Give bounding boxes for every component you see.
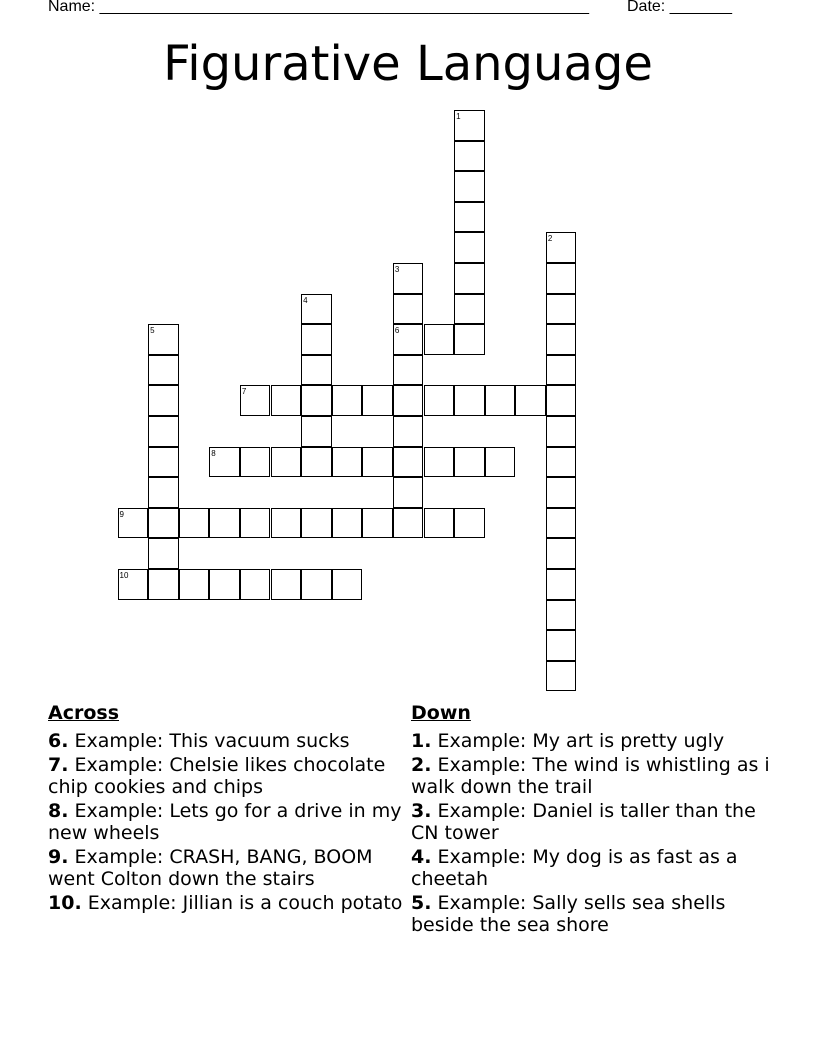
grid-cell[interactable] bbox=[454, 232, 485, 263]
across-clue: 8. Example: Lets go for a drive in my new wheels bbox=[48, 800, 402, 844]
grid-cell[interactable] bbox=[393, 324, 424, 355]
grid-cell[interactable] bbox=[301, 508, 332, 539]
date-label: Date: bbox=[627, 0, 666, 15]
grid-cell[interactable] bbox=[454, 141, 485, 172]
across-clue: 7. Example: Chelsie likes chocolate chip cookies and chips bbox=[48, 754, 386, 798]
across-clue: 10. Example: Jillian is a couch potato bbox=[48, 892, 403, 914]
grid-cell[interactable] bbox=[332, 447, 363, 478]
grid-cell[interactable] bbox=[454, 202, 485, 233]
grid-cell[interactable] bbox=[546, 385, 577, 416]
grid-cell[interactable] bbox=[546, 600, 577, 631]
grid-cell[interactable] bbox=[209, 508, 240, 539]
name-line[interactable]: _______________________________________________________ bbox=[99, 0, 589, 15]
across-clue: 9. Example: CRASH, BANG, BOOM went Colton down the stairs bbox=[48, 846, 373, 890]
grid-cell[interactable] bbox=[240, 508, 271, 539]
grid-cell[interactable] bbox=[240, 569, 271, 600]
grid-cell[interactable] bbox=[393, 355, 424, 386]
grid-cell[interactable] bbox=[485, 447, 516, 478]
grid-cell[interactable] bbox=[424, 385, 455, 416]
across-clue-list bbox=[48, 730, 408, 916]
grid-cell[interactable] bbox=[393, 508, 424, 539]
grid-cell[interactable] bbox=[393, 477, 424, 508]
grid-cell[interactable] bbox=[271, 385, 302, 416]
grid-cell[interactable] bbox=[332, 569, 363, 600]
grid-cell[interactable] bbox=[546, 569, 577, 600]
grid-cell[interactable] bbox=[301, 324, 332, 355]
grid-cell[interactable] bbox=[148, 569, 179, 600]
grid-cell[interactable] bbox=[362, 385, 393, 416]
grid-cell[interactable] bbox=[332, 385, 363, 416]
grid-cell[interactable] bbox=[454, 324, 485, 355]
grid-cell[interactable] bbox=[393, 294, 424, 325]
grid-cell[interactable] bbox=[148, 447, 179, 478]
grid-cell[interactable] bbox=[271, 447, 302, 478]
grid-cell[interactable] bbox=[209, 447, 240, 478]
down-clue: 5. Example: Sally sells sea shells beside the sea shore bbox=[411, 892, 726, 936]
across-clue: 6. Example: This vacuum sucks bbox=[48, 730, 350, 752]
grid-cell[interactable] bbox=[118, 508, 149, 539]
grid-cell[interactable] bbox=[148, 385, 179, 416]
grid-cell[interactable] bbox=[301, 569, 332, 600]
grid-cell[interactable] bbox=[546, 263, 577, 294]
grid-cell[interactable] bbox=[546, 538, 577, 569]
grid-cell[interactable] bbox=[148, 538, 179, 569]
clue-number: 6 bbox=[394, 326, 400, 336]
grid-cell[interactable] bbox=[424, 508, 455, 539]
grid-cell[interactable] bbox=[271, 569, 302, 600]
name-label: Name: bbox=[48, 0, 96, 15]
grid-cell[interactable] bbox=[393, 385, 424, 416]
date-line[interactable]: _______ bbox=[669, 0, 732, 15]
clue-number: 3 bbox=[394, 265, 400, 274]
grid-cell[interactable] bbox=[424, 447, 455, 478]
clue-number: 10 bbox=[119, 571, 129, 580]
grid-cell[interactable] bbox=[301, 447, 332, 478]
grid-cell[interactable] bbox=[454, 385, 485, 416]
grid-cell[interactable] bbox=[546, 324, 577, 355]
grid-cell[interactable] bbox=[148, 508, 179, 539]
clue-number: 4 bbox=[303, 295, 308, 305]
down-clue: 2. Example: The wind is whistling as i walk down the trail bbox=[411, 754, 770, 798]
grid-cell[interactable] bbox=[546, 661, 577, 692]
grid-cell[interactable] bbox=[118, 569, 149, 600]
grid-cell[interactable] bbox=[454, 171, 485, 202]
grid-cell[interactable] bbox=[546, 294, 577, 325]
grid-cell[interactable] bbox=[546, 232, 577, 263]
grid-cell[interactable] bbox=[546, 477, 577, 508]
down-clue: 1. Example: My art is pretty ugly bbox=[411, 730, 725, 752]
grid-cell[interactable] bbox=[454, 263, 485, 294]
grid-cell[interactable] bbox=[454, 110, 485, 141]
grid-cell[interactable] bbox=[546, 630, 577, 661]
grid-cell[interactable] bbox=[454, 447, 485, 478]
down-clue: 3. Example: Daniel is taller than the CN tower bbox=[411, 800, 756, 844]
grid-cell[interactable] bbox=[393, 416, 424, 447]
down-clue: 4. Example: My dog is as fast as a cheetah bbox=[411, 846, 738, 890]
grid-cell[interactable] bbox=[148, 324, 179, 355]
grid-cell[interactable] bbox=[515, 385, 546, 416]
down-heading: Down bbox=[411, 702, 471, 724]
grid-cell[interactable] bbox=[362, 508, 393, 539]
across-heading: Across bbox=[48, 702, 120, 724]
grid-cell[interactable] bbox=[179, 569, 210, 600]
grid-cell[interactable] bbox=[362, 447, 393, 478]
clue-number: 5 bbox=[150, 326, 155, 336]
clue-number: 2 bbox=[547, 234, 553, 244]
grid-cell[interactable] bbox=[179, 508, 210, 539]
grid-cell[interactable] bbox=[240, 385, 271, 416]
grid-cell[interactable] bbox=[240, 447, 271, 478]
grid-cell[interactable] bbox=[148, 416, 179, 447]
grid-cell[interactable] bbox=[209, 569, 240, 600]
down-clue-list bbox=[411, 730, 771, 938]
grid-cell[interactable] bbox=[332, 508, 363, 539]
grid-cell[interactable] bbox=[271, 508, 302, 539]
grid-cell[interactable] bbox=[148, 477, 179, 508]
grid-cell[interactable] bbox=[301, 385, 332, 416]
grid-cell[interactable] bbox=[546, 355, 577, 386]
grid-cell[interactable] bbox=[546, 416, 577, 447]
grid-cell[interactable] bbox=[393, 447, 424, 478]
grid-cell[interactable] bbox=[393, 263, 424, 294]
grid-cell[interactable] bbox=[301, 416, 332, 447]
grid-cell[interactable] bbox=[148, 355, 179, 386]
grid-cell[interactable] bbox=[546, 508, 577, 539]
clue-number: 7 bbox=[241, 387, 247, 397]
clue-number: 8 bbox=[211, 448, 216, 458]
grid-cell[interactable] bbox=[454, 294, 485, 325]
grid-cell[interactable] bbox=[301, 294, 332, 325]
grid-cell[interactable] bbox=[485, 385, 516, 416]
clue-number: 1 bbox=[456, 112, 461, 121]
grid-cell[interactable] bbox=[546, 447, 577, 478]
page-title: Figurative Language bbox=[163, 36, 653, 92]
grid-cell[interactable] bbox=[301, 355, 332, 386]
grid-cell[interactable] bbox=[454, 508, 485, 539]
clue-number: 9 bbox=[119, 509, 124, 519]
grid-cell[interactable] bbox=[424, 324, 455, 355]
